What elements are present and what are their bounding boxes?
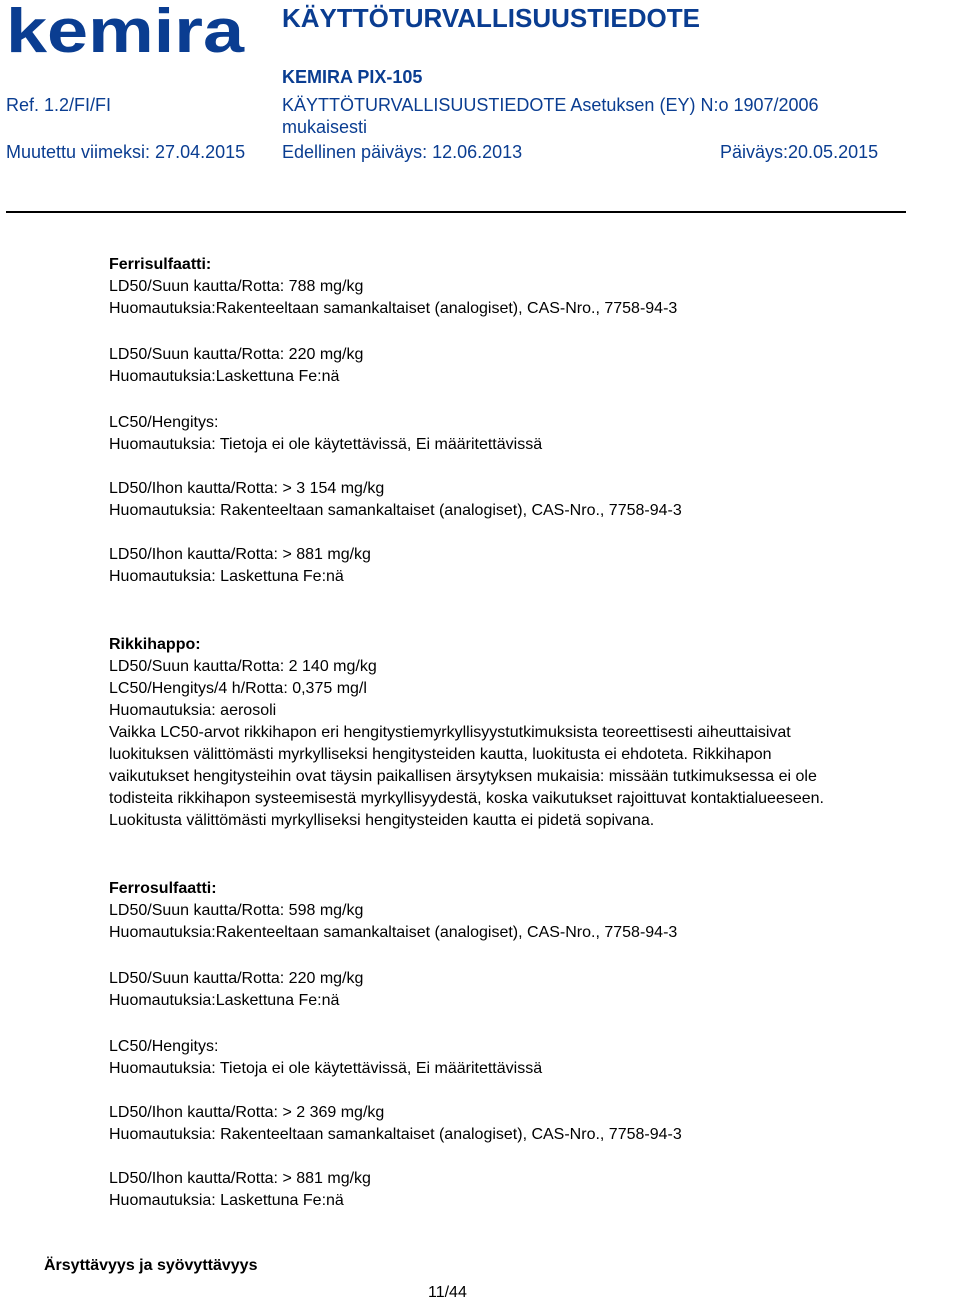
- regulation-line-1: KÄYTTÖTURVALLISUUSTIEDOTE Asetuksen (EY) N:o 1907/2006: [282, 95, 819, 115]
- section-title-ferrisulfaatti: Ferrisulfaatti:: [109, 256, 212, 273]
- tox-line: LC50/Hengitys:: [109, 1038, 219, 1055]
- paragraph-line: todisteita rikkihapon systeemisestä myrkyllisyydestä, koska vaikutukset rajoittuvat kontaktialueeseen.: [109, 790, 824, 807]
- tox-line: LC50/Hengitys:: [109, 414, 219, 431]
- note-line: Huomautuksia: Laskettuna Fe:nä: [109, 1192, 344, 1209]
- paragraph-line: vaikutukset hengitysteihin ovat täysin paikallisen ärsytyksen mukaisia: missään tutkimuksessa ei ole: [109, 768, 817, 785]
- svg-text:kemira: kemira: [6, 4, 245, 58]
- note-line: Huomautuksia: Rakenteeltaan samankaltaiset (analogiset), CAS-Nro., 7758-94-3: [109, 1126, 682, 1143]
- paragraph-line: luokituksen välittömästi myrkylliseksi hengitysteiden kautta, luokitusta ei ehdoteta. Rikkihapon: [109, 746, 772, 763]
- tox-line: LD50/Ihon kautta/Rotta: > 2 369 mg/kg: [109, 1104, 385, 1121]
- previous-date: Edellinen päiväys: 12.06.2013: [282, 142, 523, 162]
- note-line: Huomautuksia: Rakenteeltaan samankaltaiset (analogiset), CAS-Nro., 7758-94-3: [109, 502, 682, 519]
- tox-line: LD50/Suun kautta/Rotta: 2 140 mg/kg: [109, 658, 377, 675]
- note-line: Huomautuksia: aerosoli: [109, 702, 277, 719]
- note-line: Huomautuksia: Laskettuna Fe:nä: [109, 568, 344, 585]
- paragraph-line: Luokitusta välittömästi myrkylliseksi hengitysteiden kautta ei pidetä sopivana.: [109, 812, 655, 829]
- kemira-logo: [6, 4, 246, 58]
- section-title-rikkihappo: Rikkihappo:: [109, 636, 201, 653]
- note-line: Huomautuksia:Rakenteeltaan samankaltaiset (analogiset), CAS-Nro., 7758-94-3: [109, 300, 678, 317]
- document-title: KÄYTTÖTURVALLISUUSTIEDOTE: [282, 3, 700, 33]
- note-line: Huomautuksia:Laskettuna Fe:nä: [109, 992, 340, 1009]
- tox-line: LD50/Suun kautta/Rotta: 788 mg/kg: [109, 278, 364, 295]
- tox-line: LD50/Suun kautta/Rotta: 220 mg/kg: [109, 346, 364, 363]
- tox-line: LC50/Hengitys/4 h/Rotta: 0,375 mg/l: [109, 680, 367, 697]
- page-number: 11/44: [428, 1284, 467, 1301]
- last-modified: Muutettu viimeksi: 27.04.2015: [6, 142, 246, 162]
- note-line: Huomautuksia:Rakenteeltaan samankaltaiset (analogiset), CAS-Nro., 7758-94-3: [109, 924, 678, 941]
- tox-line: LD50/Ihon kautta/Rotta: > 881 mg/kg: [109, 546, 371, 563]
- tox-line: LD50/Ihon kautta/Rotta: > 3 154 mg/kg: [109, 480, 385, 497]
- reference: Ref. 1.2/FI/FI: [6, 95, 112, 115]
- product-name: KEMIRA PIX-105: [282, 67, 423, 87]
- document-date: Päiväys:20.05.2015: [720, 142, 879, 162]
- note-line: Huomautuksia:Laskettuna Fe:nä: [109, 368, 340, 385]
- paragraph-line: Vaikka LC50-arvot rikkihapon eri hengitystiemyrkyllisyystutkimuksista teoreettisesti aiheuttaisivat: [109, 724, 791, 741]
- section-title-ferrosulfaatti: Ferrosulfaatti:: [109, 880, 217, 897]
- regulation-line-2: mukaisesti: [282, 117, 368, 137]
- next-section-heading: Ärsyttävyys ja syövyttävyys: [44, 1257, 258, 1274]
- tox-line: LD50/Ihon kautta/Rotta: > 881 mg/kg: [109, 1170, 371, 1187]
- note-line: Huomautuksia: Tietoja ei ole käytettävissä, Ei määritettävissä: [109, 436, 543, 453]
- header-divider: [6, 211, 906, 213]
- tox-line: LD50/Suun kautta/Rotta: 220 mg/kg: [109, 970, 364, 987]
- tox-line: LD50/Suun kautta/Rotta: 598 mg/kg: [109, 902, 364, 919]
- note-line: Huomautuksia: Tietoja ei ole käytettävissä, Ei määritettävissä: [109, 1060, 543, 1077]
